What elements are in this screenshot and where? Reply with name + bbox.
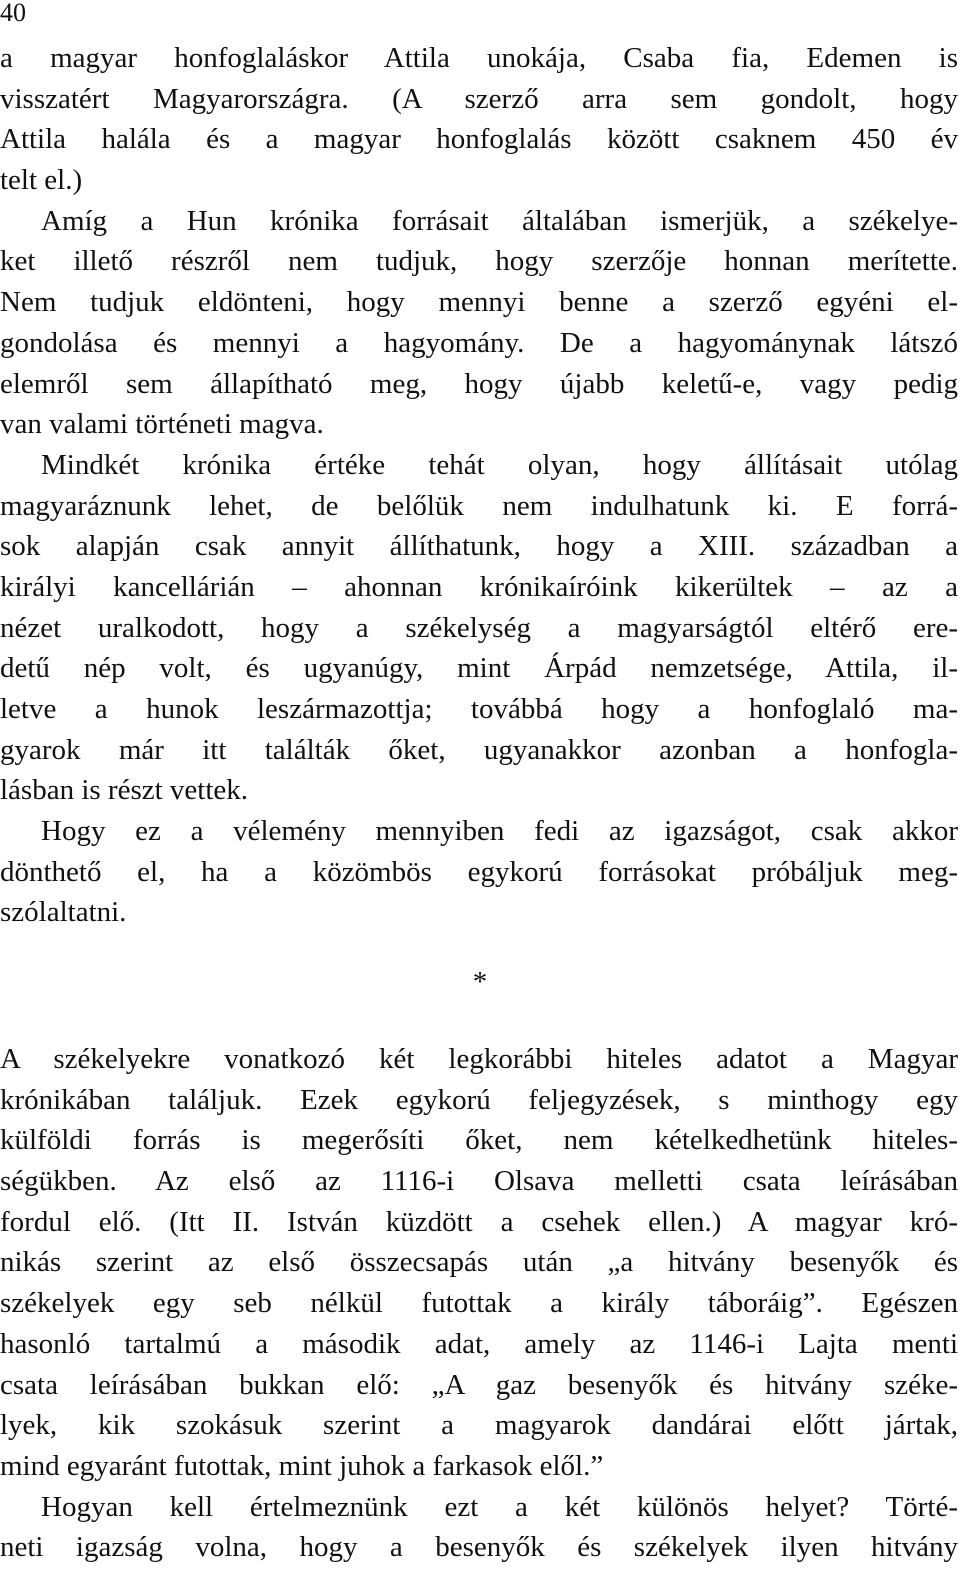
text-line: Mindkét krónika értéke tehát olyan, hogy állításait utólag bbox=[41, 448, 958, 481]
text-line: lyek, kik szokásuk szerint a magyarok dandárai előtt jártak, bbox=[0, 1409, 958, 1442]
text-line: nézet uralkodott, hogy a székelység a magyarságtól eltérő ere- bbox=[0, 611, 958, 644]
text-line: sok alapján csak annyit állíthatunk, hogy a XIII. században a bbox=[0, 530, 958, 563]
text-line: nikás szerint az első összecsapás után „a hitvány besenyők és bbox=[0, 1246, 958, 1279]
text-line: visszatért Magyarországra. (A szerző arra sem gondolt, hogy bbox=[0, 82, 958, 115]
text-line: Attila halála és a magyar honfoglalás között csaknem 450 év bbox=[0, 123, 958, 156]
text-line: fordul elő. (Itt II. István küzdött a csehek ellen.) A magyar kró- bbox=[0, 1205, 958, 1238]
text-line: ségükben. Az első az 1116-i Olsava melletti csata leírásában bbox=[0, 1165, 958, 1198]
text-line: neti igazság volna, hogy a besenyők és székelyek ilyen hitvány bbox=[0, 1531, 958, 1564]
text-section-1 bbox=[0, 38, 958, 933]
text-line: külföldi forrás is megerősíti őket, nem kételkedhetünk hiteles- bbox=[0, 1124, 958, 1157]
section-separator: * bbox=[472, 966, 488, 998]
text-line: csata leírásában bukkan elő: „A gaz besenyők és hitvány széke- bbox=[0, 1368, 958, 1401]
text-line: letve a hunok leszármazottja; továbbá hogy a honfoglaló ma- bbox=[0, 693, 958, 725]
text-line: a magyar honfoglaláskor Attila unokája, Csaba fia, Edemen is bbox=[0, 42, 958, 74]
text-line: detű nép volt, és ugyanúgy, mint Árpád nemzetsége, Attila, il- bbox=[0, 652, 958, 685]
text-line: székelyek egy seb nélkül futottak a király táboráig”. Egészen bbox=[0, 1287, 958, 1320]
text-line: elemről sem állapítható meg, hogy újabb keletű-e, vagy pedig bbox=[0, 367, 958, 400]
text-section-2 bbox=[0, 1039, 958, 1568]
text-line: hasonló tartalmú a második adat, amely az 1146-i Lajta menti bbox=[0, 1327, 958, 1360]
text-line: van valami történeti magva. bbox=[0, 408, 324, 441]
text-line: Hogyan kell értelmeznünk ezt a két különös helyet? Törté- bbox=[41, 1490, 958, 1523]
text-line: krónikában találjuk. Ezek egykorú feljegyzések, s minthogy egy bbox=[0, 1083, 958, 1116]
text-line: királyi kancellárián – ahonnan krónikaíróink kikerültek – az a bbox=[0, 570, 958, 603]
text-line: dönthető el, ha a közömbös egykorú forrásokat próbáljuk meg- bbox=[0, 855, 958, 888]
text-line: mind egyaránt futottak, mint juhok a farkasok elől.” bbox=[0, 1449, 604, 1482]
text-line: gondolása és mennyi a hagyomány. De a hagyománynak látszó bbox=[0, 326, 958, 359]
page-number: 40 bbox=[0, 0, 26, 27]
text-line: Amíg a Hun krónika forrásait általában ismerjük, a székelye- bbox=[41, 204, 958, 237]
text-line: magyaráznunk lehet, de belőlük nem indulhatunk ki. E forrá- bbox=[0, 489, 958, 522]
text-line: gyarok már itt találták őket, ugyanakkor azonban a honfogla- bbox=[0, 733, 958, 766]
text-line: Hogy ez a vélemény mennyiben fedi az igazságot, csak akkor bbox=[41, 815, 958, 848]
text-line: A székelyekre vonatkozó két legkorábbi hiteles adatot a Magyar bbox=[0, 1043, 958, 1075]
text-line: ket illető részről nem tudjuk, hogy szerzője honnan merítette. bbox=[0, 245, 958, 278]
text-line: Nem tudjuk eldönteni, hogy mennyi benne a szerző egyéni el- bbox=[0, 286, 958, 319]
text-line: lásban is részt vettek. bbox=[0, 774, 249, 807]
text-line: telt el.) bbox=[0, 164, 83, 197]
text-line: szólaltatni. bbox=[0, 896, 127, 929]
